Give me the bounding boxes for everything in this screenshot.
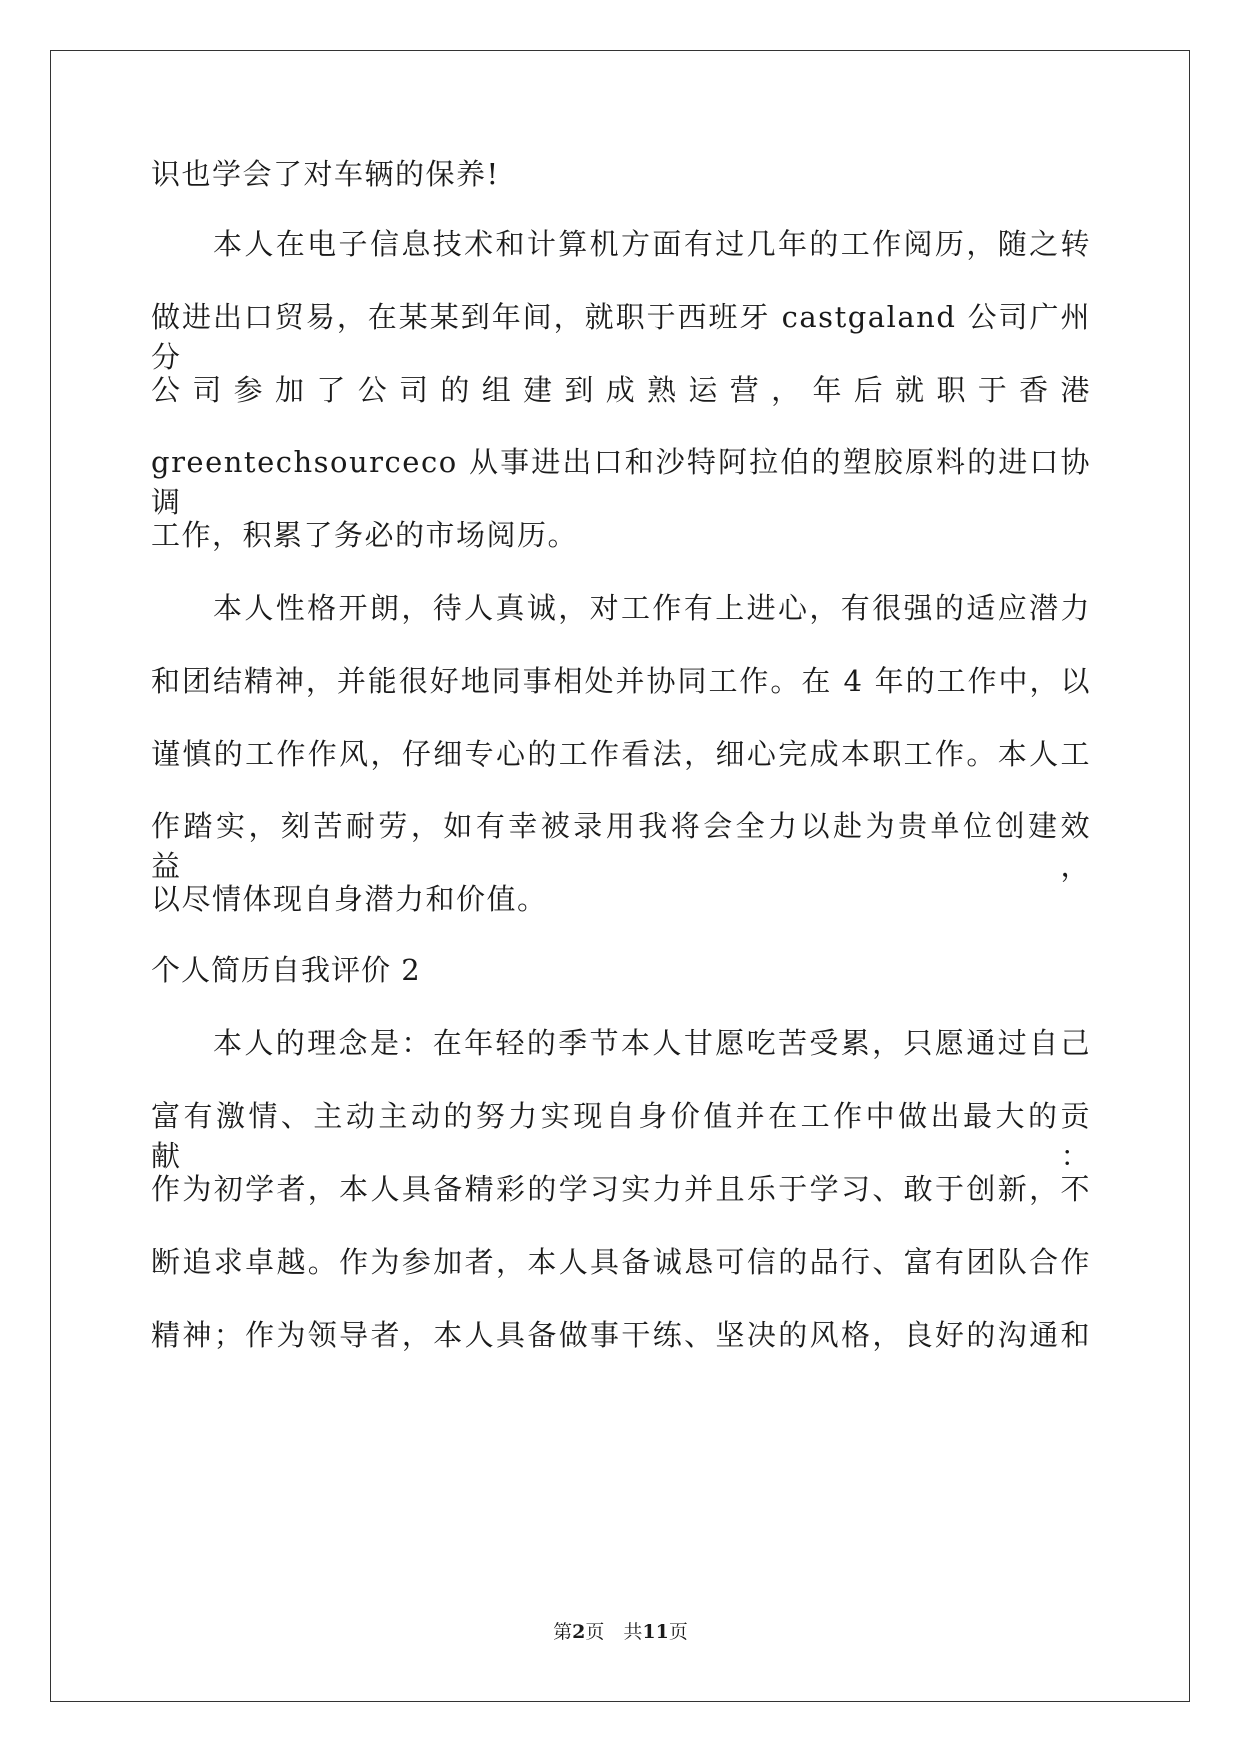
body-text-line: 以尽情体现自身潜力和价值。 xyxy=(151,882,548,916)
current-page-number: 2 xyxy=(572,1621,586,1643)
body-text-line: 富有激情、主动主动的努力实现自身价值并在工作中做出最大的贡献： xyxy=(151,1099,1091,1173)
body-text-line: 精神；作为领导者，本人具备做事干练、坚决的风格，良好的沟通和 xyxy=(151,1318,1091,1352)
section-heading: 个人简历自我评价 2 xyxy=(151,953,421,987)
body-text-line: 和团结精神，并能很好地同事相处并协同工作。在 4 年的工作中，以 xyxy=(151,664,1091,698)
page-prefix: 第 xyxy=(553,1621,573,1643)
body-text-line: 公司参加了公司的组建到成熟运营，年后就职于香港 xyxy=(151,373,1091,407)
body-text-line: 作踏实，刻苦耐劳，如有幸被录用我将会全力以赴为贵单位创建效益， xyxy=(151,809,1091,883)
total-pages-number: 11 xyxy=(642,1621,669,1643)
body-text-line: 断追求卓越。作为参加者，本人具备诚恳可信的品行、富有团队合作 xyxy=(151,1245,1091,1279)
body-text-line: 作为初学者，本人具备精彩的学习实力并且乐于学习、敢于创新，不 xyxy=(151,1172,1091,1206)
body-text-line: 本人的理念是：在年轻的季节本人甘愿吃苦受累，只愿通过自己 xyxy=(213,1026,1091,1060)
body-text-line: 谨慎的工作作风，仔细专心的工作看法，细心完成本职工作。本人工 xyxy=(151,737,1091,771)
page-mid: 页 共 xyxy=(585,1621,643,1643)
body-text-line: 本人性格开朗，待人真诚，对工作有上进心，有很强的适应潜力 xyxy=(213,591,1091,625)
page-number-footer xyxy=(0,1620,1241,1644)
page-suffix: 页 xyxy=(668,1621,688,1643)
body-text-line: 本人在电子信息技术和计算机方面有过几年的工作阅历，随之转 xyxy=(213,227,1091,261)
body-text-line: greentechsourceco 从事进出口和沙特阿拉伯的塑胶原料的进口协调 xyxy=(151,445,1091,519)
body-text-line: 识也学会了对车辆的保养! xyxy=(151,157,500,191)
body-text-line: 工作，积累了务必的市场阅历。 xyxy=(151,518,579,552)
body-text-line: 做进出口贸易，在某某到年间，就职于西班牙 castgaland 公司广州分 xyxy=(151,300,1091,374)
